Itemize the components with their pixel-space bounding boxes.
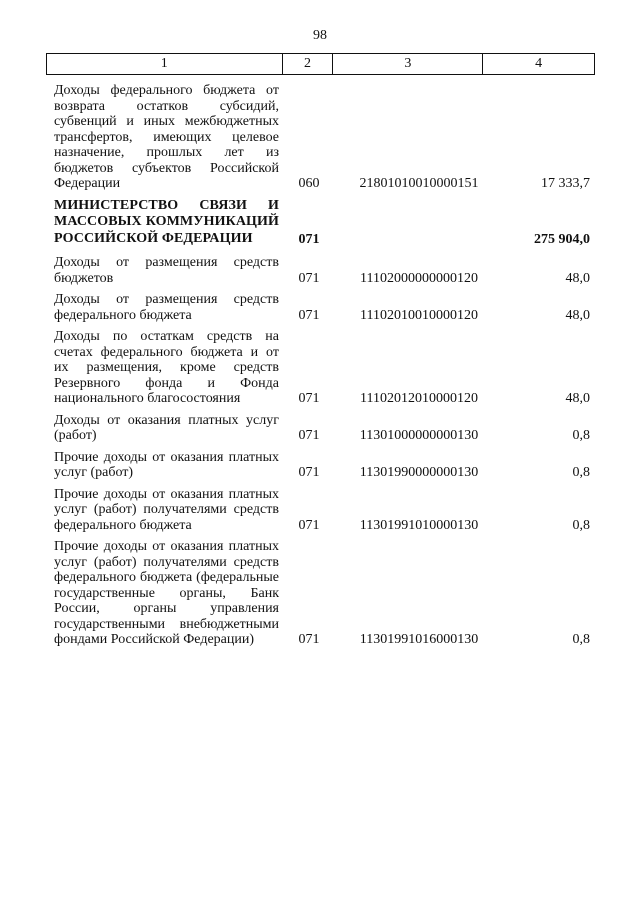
table-row (54, 487, 590, 534)
row-amount: 0,8 (572, 428, 590, 443)
table-row (54, 292, 590, 323)
row-admin-code: 071 (298, 465, 320, 480)
table-body (54, 83, 590, 654)
header-col-4: 4 (535, 56, 543, 71)
row-admin-code: 071 (298, 428, 320, 443)
table-row (54, 539, 590, 648)
row-amount: 0,8 (572, 465, 590, 480)
table-row-ministry (54, 198, 590, 248)
row-description: Прочие доходы от оказания платных услуг (работ) получателями средств федерального бюджета (федеральные государственные органы, Банк России, органы управления государственными внебюджетными фондами Российской Федерации) (54, 539, 279, 647)
header-col-2: 2 (283, 54, 334, 74)
row-classification-code: 11301990000000130 (359, 465, 479, 480)
row-description: Доходы по остаткам средств на счетах федерального бюджета и от их размещения, кроме средств Резервного фонда и Фонда национального благосостояния (54, 329, 279, 406)
table-header (46, 53, 595, 75)
table-row (54, 255, 590, 286)
row-classification-code: 11301991016000130 (359, 632, 479, 647)
row-amount: 48,0 (565, 307, 590, 323)
row-admin-code: 071 (298, 270, 320, 286)
row-description: МИНИСТЕРСТВО СВЯЗИ И МАССОВЫХ КОММУНИКАЦИЙ РОССИЙСКОЙ ФЕДЕРАЦИИ (54, 197, 279, 246)
row-amount: 48,0 (565, 270, 590, 286)
table-row (54, 413, 590, 444)
row-amount: 48,0 (565, 391, 590, 406)
row-classification-code: 11301991010000130 (359, 517, 479, 533)
row-description: Доходы от размещения средств федерального бюджета (54, 292, 279, 323)
row-amount: 275 904,0 (534, 231, 590, 247)
row-classification-code: 11102012010000120 (360, 391, 478, 406)
table-row (54, 329, 590, 407)
table-row (54, 450, 590, 481)
row-admin-code: 071 (298, 517, 320, 533)
header-col-1: 1 (47, 54, 283, 74)
header-col-3: 3 (333, 54, 483, 74)
row-description: Доходы от оказания платных услуг (работ) (54, 412, 279, 443)
row-classification-code: 11102000000000120 (360, 270, 478, 286)
row-admin-code: 060 (298, 176, 320, 191)
row-admin-code: 071 (298, 391, 320, 406)
row-description: Прочие доходы от оказания платных услуг (работ) (54, 449, 279, 480)
page-number: 98 (313, 28, 327, 43)
row-classification-code: 21801010010000151 (359, 176, 479, 191)
row-amount: 17 333,7 (541, 176, 590, 191)
row-description: Прочие доходы от оказания платных услуг (работ) получателями средств федерального бюджета (54, 486, 279, 533)
row-description: Доходы федерального бюджета от возврата остатков субсидий, субвенций и иных межбюджетных трансфертов, имеющих целевое назначение, прошлых лет из бюджетов субъектов Российской Федерации (54, 83, 279, 191)
row-description: Доходы от размещения средств бюджетов (54, 255, 279, 286)
row-classification-code: 11301000000000130 (359, 428, 479, 443)
table-row (54, 83, 590, 192)
row-amount: 0,8 (572, 632, 590, 647)
row-admin-code: 071 (298, 632, 320, 647)
row-admin-code: 071 (298, 307, 320, 323)
row-admin-code: 071 (298, 231, 320, 247)
row-classification-code: 11102010010000120 (360, 307, 478, 323)
row-amount: 0,8 (572, 517, 590, 533)
